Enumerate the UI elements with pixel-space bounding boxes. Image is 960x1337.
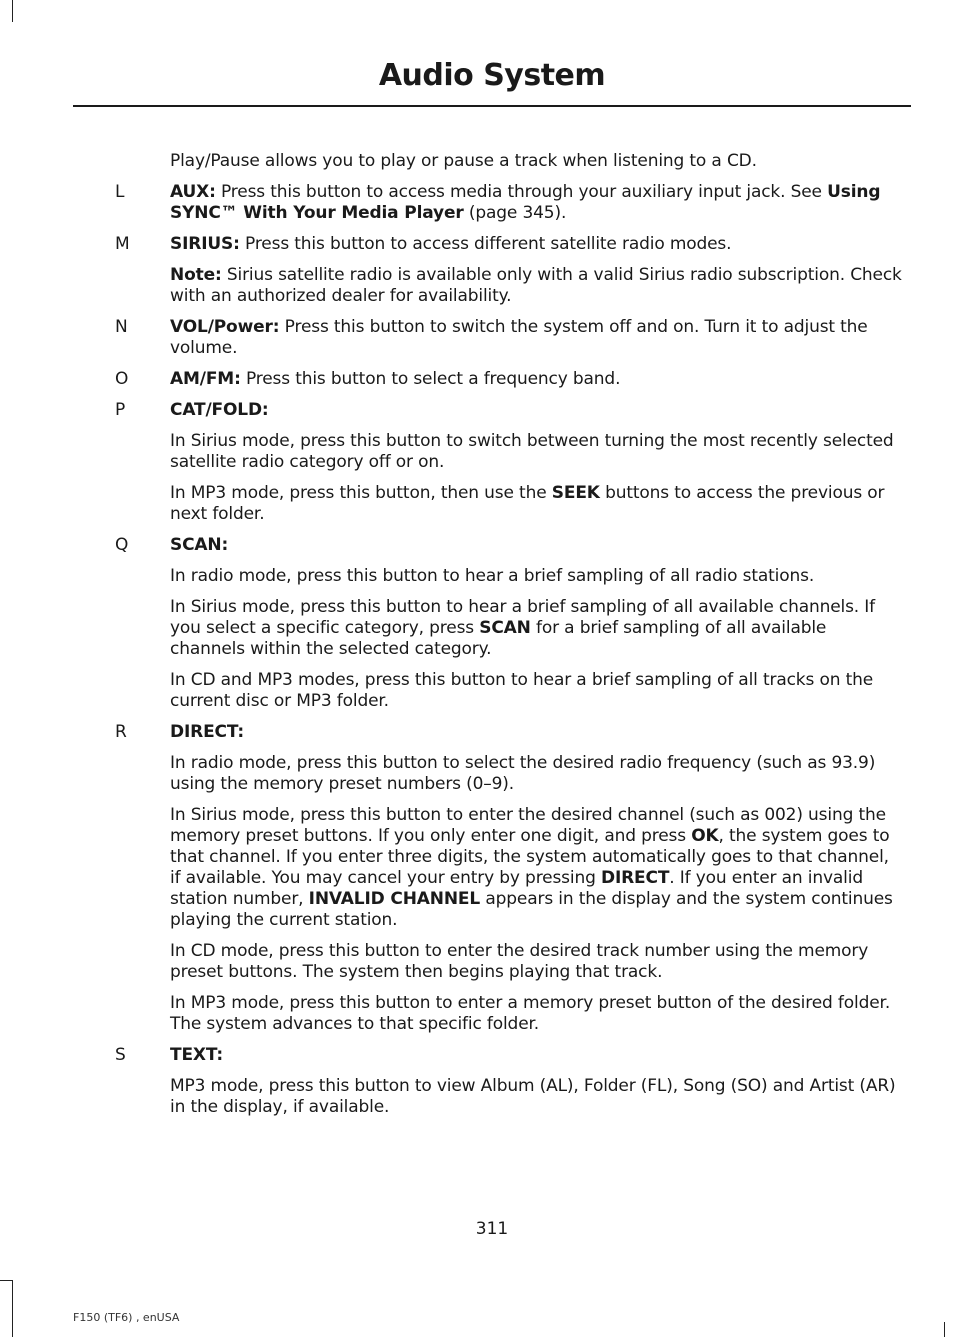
- text-run: Press this button to access different satellite radio modes.: [239, 234, 732, 254]
- text-run: . If you enter an invalid station number,: [170, 868, 863, 909]
- item-paragraph: [170, 941, 902, 983]
- text-run: MP3 mode, press this button to view Album (AL), Folder (FL), Song (SO) and Artist (AR) in the display, if available.: [170, 1076, 896, 1117]
- text-run: In MP3 mode, press this button, then use the: [170, 483, 552, 503]
- crop-mark-bottom-right-v: [944, 1322, 945, 1337]
- item-m: [0, 234, 960, 307]
- item-q: [0, 535, 960, 712]
- button-description-list: [0, 182, 960, 1118]
- item-s: [0, 1045, 960, 1118]
- text-run: In radio mode, press this button to select the desired radio frequency (such as 93.9) using the memory preset numbers (0–9).: [170, 753, 876, 794]
- text-run: In CD and MP3 modes, press this button to hear a brief sampling of all tracks on the current disc or MP3 folder.: [170, 670, 874, 711]
- text-run: , the system goes to that channel. If you enter three digits, the system automatically goes to that channel, if available. You may cancel your entry by pressing: [170, 826, 890, 888]
- bold-term: OK: [691, 826, 719, 846]
- document-reference: F150 (TF6) , enUSA: [73, 1311, 180, 1324]
- item-paragraph: [170, 317, 902, 359]
- bold-term: Using SYNC™ With Your Media Player: [170, 182, 881, 223]
- item-paragraph: [170, 1076, 902, 1118]
- text-run: In CD mode, press this button to enter the desired track number using the memory preset buttons. The system then begins playing that track.: [170, 941, 869, 982]
- bold-term: Note:: [170, 265, 222, 285]
- item-paragraph: [170, 535, 902, 556]
- bold-term: SCAN:: [170, 535, 229, 555]
- text-run: In MP3 mode, press this button to enter a memory preset button of the desired folder. The system advances to that specific folder.: [170, 993, 891, 1034]
- bold-term: SEEK: [551, 483, 600, 503]
- crop-mark-bottom-left-v: [12, 1280, 13, 1337]
- page-content: [0, 151, 960, 1128]
- text-run: appears in the display and the system continues playing the current station.: [170, 889, 893, 930]
- item-p: [0, 400, 960, 525]
- item-paragraph: [170, 182, 902, 224]
- item-letter: N: [115, 317, 128, 337]
- bold-term: INVALID CHANNEL: [308, 889, 481, 909]
- item-paragraph: [170, 566, 902, 587]
- item-letter: Q: [115, 535, 129, 555]
- bold-term: SCAN: [479, 618, 531, 638]
- page-title: Audio System: [378, 58, 606, 93]
- item-paragraph: [170, 722, 902, 743]
- item-paragraph: [170, 400, 902, 421]
- text-run: (page 345).: [463, 203, 567, 223]
- item-paragraph: [170, 265, 902, 307]
- crop-mark-top-left-v: [12, 0, 13, 22]
- text-run: In Sirius mode, press this button to switch between turning the most recently selected satellite radio category off or on.: [170, 431, 894, 472]
- crop-mark-bottom-left-h: [0, 1280, 12, 1281]
- text-run: In radio mode, press this button to hear a brief sampling of all radio stations.: [170, 566, 815, 586]
- item-paragraph: [170, 805, 902, 931]
- bold-term: VOL/Power:: [170, 317, 280, 337]
- text-run: Press this button to switch the system off and on. Turn it to adjust the volume.: [170, 317, 868, 358]
- text-run: Sirius satellite radio is available only with a valid Sirius radio subscription. Check with an authorized dealer for availability.: [170, 265, 902, 306]
- item-letter: O: [115, 369, 129, 389]
- bold-term: SIRIUS:: [170, 234, 240, 254]
- bold-term: AUX:: [170, 182, 216, 202]
- item-paragraph: [170, 993, 902, 1035]
- bold-term: AM/FM:: [170, 369, 241, 389]
- bold-term: CAT/FOLD:: [170, 400, 269, 420]
- page-number: 311: [475, 1219, 509, 1239]
- item-n: [0, 317, 960, 359]
- item-letter: R: [115, 722, 127, 742]
- intro-paragraph: Play/Pause allows you to play or pause a track when listening to a CD.: [170, 151, 757, 171]
- item-paragraph: [170, 670, 902, 712]
- bold-term: DIRECT:: [170, 722, 245, 742]
- item-letter: P: [115, 400, 126, 420]
- item-l: [0, 182, 960, 224]
- item-paragraph: [170, 1045, 902, 1066]
- text-run: Press this button to access media through your auxiliary input jack. See: [215, 182, 828, 202]
- text-run: In Sirius mode, press this button to enter the desired channel (such as 002) using the memory preset buttons. If you only enter one digit, and press: [170, 805, 886, 846]
- bold-term: DIRECT: [600, 868, 670, 888]
- item-letter: S: [115, 1045, 126, 1065]
- item-paragraph: [170, 597, 902, 660]
- item-paragraph: [170, 234, 902, 255]
- header-divider: [73, 105, 911, 107]
- item-letter: M: [115, 234, 130, 254]
- text-run: for a brief sampling of all available channels within the selected category.: [170, 618, 827, 659]
- text-run: Press this button to select a frequency band.: [240, 369, 621, 389]
- item-paragraph: [170, 369, 902, 390]
- item-r: [0, 722, 960, 1035]
- item-letter: L: [115, 182, 125, 202]
- text-run: buttons to access the previous or next folder.: [170, 483, 885, 524]
- item-paragraph: [170, 753, 902, 795]
- text-run: In Sirius mode, press this button to hear a brief sampling of all available channels. If you select a specific category, press: [170, 597, 876, 638]
- item-paragraph: [170, 431, 902, 473]
- bold-term: TEXT:: [170, 1045, 224, 1065]
- item-paragraph: [170, 483, 902, 525]
- item-o: [0, 369, 960, 390]
